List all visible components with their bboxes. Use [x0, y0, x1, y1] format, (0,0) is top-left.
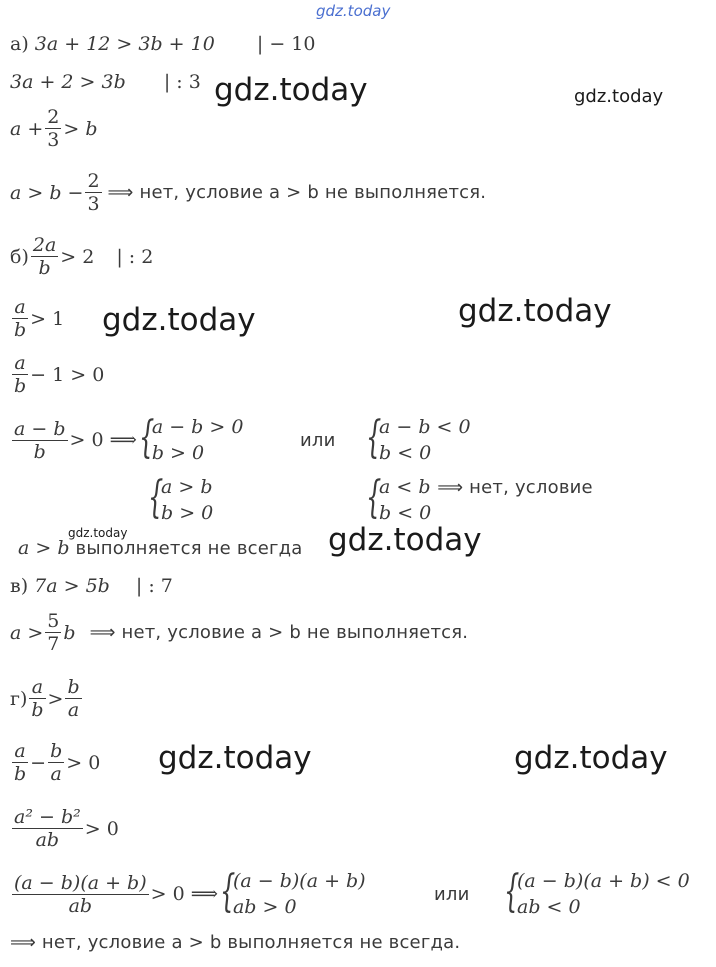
part-g-eq-2-rhs: > 0 — [66, 751, 101, 774]
fraction: $\frac{b}{a}$ — [50, 740, 63, 785]
fraction: $\frac{a}{b}$ — [31, 676, 44, 721]
watermark: gdz.today — [458, 293, 612, 329]
part-g-line-3 — [10, 806, 119, 851]
part-g-conclusion: ⟹ нет, условие a > b выполняется не всегда. — [10, 932, 461, 953]
part-a-line-1 — [10, 32, 315, 56]
part-v-line-1 — [10, 574, 173, 598]
part-a-op-1: | − 10 — [256, 33, 316, 55]
system-of-inequalities: { a < b b < 0 — [366, 472, 432, 524]
fraction: $\frac{a}{b}$ — [14, 740, 27, 785]
part-g-eq-4-rhs: > 0 ⟹ — [150, 883, 218, 905]
fraction: $\frac{5}{7}$ — [47, 610, 60, 655]
part-b-eq-4-rhs: > 0 ⟹ — [69, 429, 137, 451]
part-v-eq-1: 7a > 5b — [34, 575, 110, 597]
watermark: gdz.today — [214, 72, 368, 108]
part-a-line-2 — [10, 70, 201, 94]
part-g-op-2: − — [30, 751, 47, 774]
part-a-eq-4-lhs: a > b − — [10, 181, 84, 204]
part-b-conclusion-text: выполняется не всегда — [75, 538, 303, 559]
part-b-label: б) — [10, 245, 29, 268]
system-of-inequalities: { a − b > 0 b > 0 — [138, 412, 244, 464]
left-brace: { — [366, 412, 382, 463]
fraction: $\frac{\text{a² − b²}}{ab}$ — [14, 806, 81, 851]
part-a-eq-3-lhs: a + — [10, 117, 44, 140]
part-a-eq-2: 3a + 2 > 3b — [10, 71, 126, 93]
fraction: $\frac{a}{b}$ — [14, 296, 27, 341]
system-of-inequalities: { (a − b)(a + b) < 0 ab < 0 — [504, 866, 690, 918]
part-b-line-2 — [10, 296, 64, 341]
part-a-line-3 — [10, 106, 98, 151]
part-a-eq-1: 3a + 12 > 3b + 10 — [34, 33, 215, 55]
watermark-top: gdz.today — [316, 2, 391, 20]
part-a-eq-3-rhs: > b — [63, 117, 98, 140]
part-v-line-2 — [10, 610, 468, 655]
system-of-inequalities: { a − b < 0 b < 0 — [366, 412, 471, 464]
watermark: gdz.today — [514, 740, 668, 776]
part-a-op-2: | : 3 — [163, 71, 201, 93]
system-of-inequalities: { (a − b)(a + b) ab > 0 — [219, 866, 366, 918]
fraction: $\frac{2}{3}$ — [87, 170, 100, 215]
part-b-eq-2-rhs: > 1 — [30, 307, 65, 330]
watermark: gdz.today — [68, 526, 128, 540]
fraction: $\frac{b}{a}$ — [67, 676, 80, 721]
part-b-conclusion — [18, 536, 303, 561]
fraction: $\frac{a}{b}$ — [14, 352, 27, 397]
part-v-eq-2-lhs: a > — [10, 621, 44, 644]
part-g-line-2 — [10, 740, 100, 785]
part-v-eq-2-var: b — [63, 621, 76, 644]
part-v-label: в) — [10, 575, 29, 597]
part-b-line-3 — [10, 352, 104, 397]
watermark: gdz.today — [102, 302, 256, 338]
part-b-system-4 — [366, 474, 593, 526]
or-word: или — [434, 884, 470, 905]
part-a-line-4 — [10, 170, 486, 215]
fraction: $\frac{2a}{b}$ — [32, 234, 57, 279]
part-b-op-1: | : 2 — [116, 245, 154, 268]
system-of-inequalities: { a > b b > 0 — [148, 472, 214, 524]
part-g-line-4 — [10, 868, 366, 920]
part-b-eq-3-rhs: − 1 > 0 — [30, 363, 105, 386]
fraction: $\frac{2}{3}$ — [47, 106, 60, 151]
part-g-label: г) — [10, 687, 28, 710]
left-brace: { — [366, 472, 382, 523]
part-g-op-1: > — [47, 687, 64, 710]
left-brace: { — [219, 866, 236, 917]
or-word: или — [300, 430, 336, 451]
part-b-conclusion-math: a > b — [18, 537, 70, 559]
part-b-line-1 — [10, 234, 153, 279]
part-g-line-1 — [10, 676, 84, 721]
watermark: gdz.today — [328, 522, 482, 558]
fraction: $\frac{(a - b)(a + b)}{ab}$ — [14, 871, 147, 917]
fraction: $\frac{a - b}{b}$ — [14, 417, 66, 463]
part-b-sys4-text: ⟹ нет, условие — [437, 477, 593, 498]
part-b-line-4 — [10, 414, 243, 466]
left-brace: { — [504, 866, 520, 917]
part-a-label: а) — [10, 33, 29, 55]
left-brace: { — [138, 412, 155, 463]
watermark: gdz.today — [574, 86, 664, 107]
watermark: gdz.today — [158, 740, 312, 776]
part-a-conclusion: ⟹ нет, условие a > b не выполняется. — [107, 181, 487, 203]
part-v-op-1: | : 7 — [135, 575, 173, 597]
left-brace: { — [148, 472, 164, 523]
part-v-conclusion: ⟹ нет, условие a > b не выполняется. — [89, 621, 469, 643]
part-g-eq-3-rhs: > 0 — [84, 817, 119, 840]
part-b-eq-1-rhs: > 2 — [60, 245, 95, 268]
